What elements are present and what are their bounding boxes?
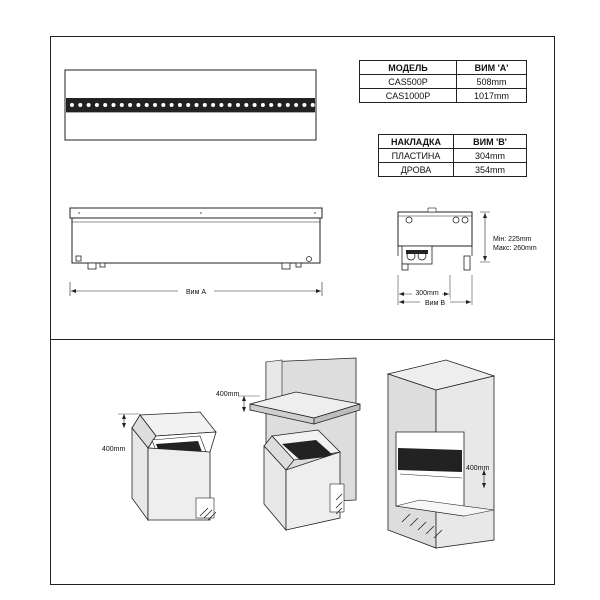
burner-hole: [228, 103, 232, 107]
model-width: 1017mm: [457, 89, 527, 103]
burner-hole: [211, 103, 215, 107]
clearance-label-3: 400mm: [466, 465, 490, 472]
burner-hole: [70, 103, 74, 107]
width-300-label: 300mm: [415, 290, 439, 297]
burner-hole: [236, 103, 240, 107]
burner-hole: [145, 103, 149, 107]
burner-hole: [153, 103, 157, 107]
installation-built-in: [388, 360, 494, 548]
model-header: МОДЕЛЬ: [360, 61, 457, 75]
burner-hole: [286, 103, 290, 107]
overlay-width: 354mm: [454, 163, 527, 177]
installation-under-shelf: [238, 358, 360, 530]
clearance-label-1: 400mm: [102, 446, 126, 453]
overlay-name: ПЛАСТИНА: [379, 149, 454, 163]
burner-hole: [161, 103, 165, 107]
burner-hole: [186, 103, 190, 107]
burner-hole: [178, 103, 182, 107]
overlay-width: 304mm: [454, 149, 527, 163]
width-b-label: Вим B: [424, 300, 446, 307]
burner-hole: [128, 103, 132, 107]
width-a-header: ВИМ 'A': [457, 61, 527, 75]
width-b-header: ВИМ 'B': [454, 135, 527, 149]
burner-hole: [269, 103, 273, 107]
burner-hole: [261, 103, 265, 107]
model-name: CAS500P: [360, 75, 457, 89]
burner-hole: [253, 103, 257, 107]
burner-hole: [244, 103, 248, 107]
burner-hole: [87, 103, 91, 107]
burner-hole: [195, 103, 199, 107]
burner-hole: [278, 103, 282, 107]
burner-top-view: [65, 70, 316, 140]
burner-hole: [203, 103, 207, 107]
model-width: 508mm: [457, 75, 527, 89]
burner-hole: [311, 103, 315, 107]
burner-hole: [294, 103, 298, 107]
burner-hole: [78, 103, 82, 107]
burner-hole: [302, 103, 306, 107]
burner-front-view: [70, 208, 322, 296]
overlay-header: НАКЛАДКА: [379, 135, 454, 149]
height-max-label: Макс: 260mm: [493, 245, 537, 252]
burner-side-view: [398, 208, 490, 305]
burner-hole: [95, 103, 99, 107]
overlay-name: ДРОВА: [379, 163, 454, 177]
clearance-label-2: 400mm: [216, 391, 240, 398]
burner-hole: [219, 103, 223, 107]
installation-freestanding: [118, 412, 216, 520]
model-name: CAS1000P: [360, 89, 457, 103]
burner-hole: [112, 103, 116, 107]
width-a-label: Вим A: [185, 289, 207, 296]
burner-hole: [136, 103, 140, 107]
burner-hole: [120, 103, 124, 107]
height-min-label: Мін: 225mm: [493, 236, 532, 243]
burner-hole: [170, 103, 174, 107]
burner-hole: [103, 103, 107, 107]
